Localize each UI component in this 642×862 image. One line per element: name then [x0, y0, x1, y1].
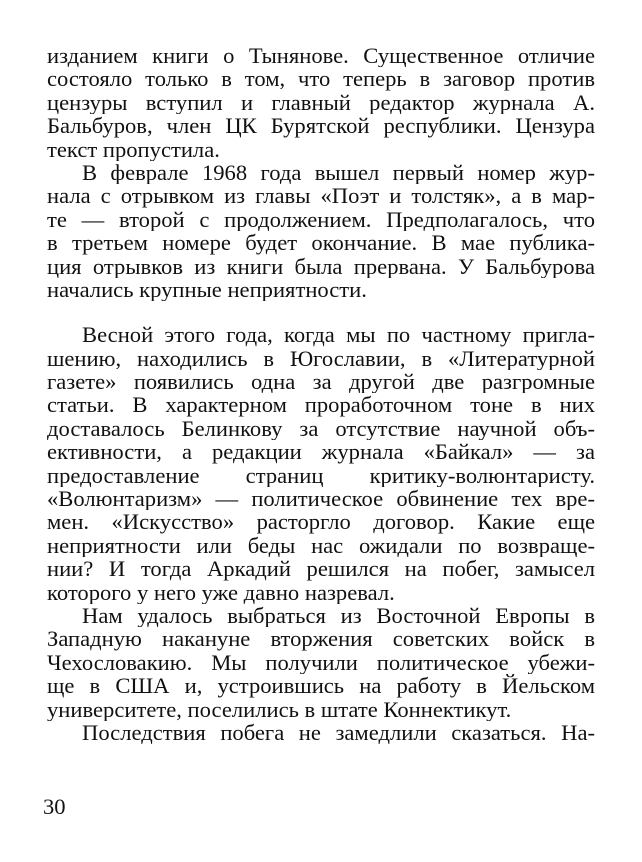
text-line: Последствия побега не замедлили сказаться. На-	[82, 720, 595, 745]
text-line: цензуры вступил и главный редактор журнала А.	[47, 90, 595, 115]
text-line: нии? И тогда Аркадий решился на побег, замысел	[47, 557, 595, 581]
text-line: газете» появились одна за другой две разгромные	[47, 370, 595, 394]
text-line: которого у него уже давно назревал.	[47, 580, 395, 604]
text-line: неприятности или беды нас ожидали по возвраще-	[47, 533, 595, 558]
text-line: статьи. В характерном проработочном тоне в них	[47, 393, 595, 417]
text-line: Бальбуров, член ЦК Бурятской республики. Цензура	[47, 114, 595, 138]
text-line: ция отрывков из книги была прервана. У Бальбурова	[47, 254, 595, 278]
text-line: нала с отрывком из главы «Поэт и толстяк», а в мар-	[47, 184, 595, 208]
text-line: Весной этого года, когда мы по частному пригла-	[82, 323, 595, 347]
text-line: шению, находились в Югославии, в «Литературной	[47, 346, 595, 371]
paragraph	[47, 161, 595, 301]
text-line: изданием книги о Тынянове. Существенное отличие	[47, 44, 595, 68]
paragraph	[47, 44, 595, 161]
text-line: В феврале 1968 года вышел первый номер жур-	[82, 160, 595, 185]
text-line: доставалось Белинкову за отсутствие научной объ-	[47, 416, 595, 441]
text-line: предоставление страниц критику-волюнтаристу.	[47, 463, 595, 488]
text-line: Чехословакию. Мы получили политическое убежи-	[47, 650, 595, 675]
text-line: в третьем номере будет окончание. В мае публика-	[47, 231, 595, 255]
section-break	[47, 301, 595, 323]
paragraph	[47, 604, 595, 721]
text-line: текст пропустила.	[47, 137, 220, 161]
paragraph	[47, 721, 595, 744]
text-line: университете, поселились в штате Коннектикут.	[47, 697, 512, 721]
text-line: Западную накануне вторжения советских войск в	[47, 627, 595, 651]
page-body	[47, 44, 595, 744]
page-number: 30	[43, 794, 66, 819]
text-line: ективности, а редакции журнала «Байкал» — за	[47, 440, 595, 464]
paragraph	[47, 323, 595, 604]
text-line: мен. «Искусство» расторгло договор. Какие еще	[47, 510, 595, 534]
text-line: состояло только в том, что теперь в заговор против	[47, 67, 595, 91]
text-line: ще в США и, устроившись на работу в Йельском	[47, 674, 595, 698]
text-line: те — второй с продолжением. Предполагалось, что	[47, 207, 595, 232]
text-line: начались крупные неприятности.	[47, 277, 367, 302]
text-line: «Волюнтаризм» — политическое обвинение тех вре-	[47, 487, 595, 511]
text-line: Нам удалось выбраться из Восточной Европы в	[82, 603, 595, 628]
